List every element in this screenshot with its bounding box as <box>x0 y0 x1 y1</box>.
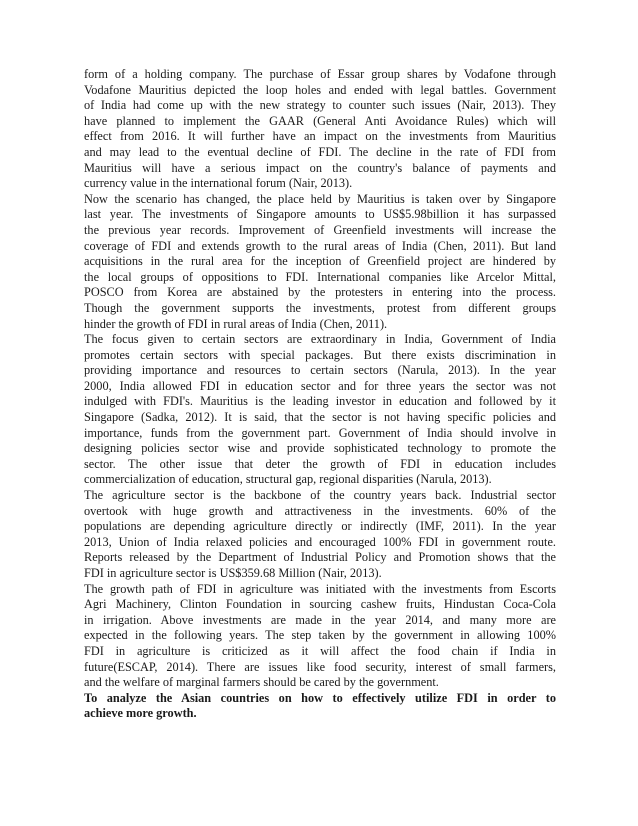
text-line: Vodafone Mauritius depicted the loop holes and ended with legal battles. Government <box>84 82 556 97</box>
text-line: FDI in agriculture sector is US$359.68 Million (Nair, 2013). <box>84 566 382 580</box>
text-line: overtook with huge growth and attractiveness in the investments. 60% of the <box>84 503 556 518</box>
paragraph <box>84 488 556 582</box>
text-line: sector. The other issue that deter the growth of FDI in education includes <box>84 456 556 471</box>
text-line: future(ESCAP, 2014). There are issues like food security, interest of small farmers, <box>84 659 556 674</box>
text-line: the previous year records. Improvement of Greenfield investments will increase the <box>84 222 556 237</box>
text-line: effect from 2016. It will further have an impact on the investments from Mauritius <box>84 129 556 144</box>
text-line: importance, funds from the government part. Government of India should involve in <box>84 425 556 440</box>
text-line: populations are depending agriculture directly or indirectly (IMF, 2011). In the year <box>84 519 556 534</box>
text-line: Though the government supports the investments, protest from different groups <box>84 300 556 315</box>
text-line: 2000, India allowed FDI in education sector and for three years the sector was not <box>84 378 556 393</box>
text-line: expected in the following years. The step taken by the government in allowing 100% <box>84 628 556 643</box>
text-line: last year. The investments of Singapore amounts to US$5.98billion it has surpassed <box>84 207 556 222</box>
text-line: FDI in agriculture is criticized as it will affect the food chain if India in <box>84 643 556 658</box>
heading-line: achieve more growth. <box>84 706 197 721</box>
paragraph <box>84 192 556 332</box>
text-line: Singapore (Sadka, 2012). It is said, that the sector is not having specific policies and <box>84 410 556 425</box>
text-line: coverage of FDI and extends growth to the rural areas of India (Chen, 2011). But land <box>84 238 556 253</box>
text-line: form of a holding company. The purchase of Essar group shares by Vodafone through <box>84 67 556 81</box>
text-line: The focus given to certain sectors are extraordinary in India, Government of India <box>84 332 556 347</box>
text-line: of India had come up with the new strategy to counter such issues (Nair, 2013). They <box>84 98 556 113</box>
text-line: and may lead to the eventual decline of FDI. The decline in the rate of FDI from <box>84 144 556 159</box>
text-line: currency value in the international forum (Nair, 2013). <box>84 176 353 191</box>
text-line: the local groups of oppositions to FDI. International companies like Arcelor Mittal, <box>84 269 556 284</box>
text-line: Now the scenario has changed, the place held by Mauritius is taken over by Singapore <box>84 191 556 206</box>
text-line: 2013, Union of India relaxed policies and encouraged 100% FDI in government route. <box>84 534 556 549</box>
text-line: Agri Machinery, Clinton Foundation in sourcing cashew fruits, Hindustan Coca-Cola <box>84 597 556 612</box>
body-text <box>84 67 556 722</box>
text-line: commercialization of education, structural gap, regional disparities (Narula, 2013). <box>84 472 492 487</box>
text-line: and the welfare of marginal farmers should be cared by the government. <box>84 675 439 690</box>
text-line: POSCO from Korea are abstained by the protesters in entering into the process. <box>84 285 556 300</box>
text-line: providing importance and resources to certain sectors (Narula, 2013). In the year <box>84 363 556 378</box>
text-line: designing policies sector wise and provide sophisticated technology to promote the <box>84 441 556 456</box>
text-line: indulged with FDI's. Mauritius is the leading investor in education and followed by it <box>84 394 556 409</box>
section-heading <box>84 691 556 722</box>
paragraph <box>84 67 556 192</box>
text-line: The growth path of FDI in agriculture was initiated with the investments from Escorts <box>84 581 556 596</box>
paragraph <box>84 332 556 488</box>
text-line: Reports released by the Department of Industrial Policy and Promotion shows that the <box>84 550 556 565</box>
text-line: The agriculture sector is the backbone of the country years back. Industrial sector <box>84 488 556 503</box>
text-line: have planned to implement the GAAR (General Anti Avoidance Rules) which will <box>84 113 556 128</box>
text-line: in irrigation. Above investments are made in the year 2014, and many more are <box>84 612 556 627</box>
text-line: promotes certain sectors with special packages. But there exists discrimination in <box>84 347 556 362</box>
paragraph <box>84 582 556 691</box>
text-line: acquisitions in the rural area for the inception of Greenfield project are hindered by <box>84 254 556 269</box>
text-line: hinder the growth of FDI in rural areas of India (Chen, 2011). <box>84 316 388 331</box>
text-line: Mauritius will have a serious impact on the country's balance of payments and <box>84 160 556 175</box>
heading-line: To analyze the Asian countries on how to effectively utilize FDI in order to <box>84 690 556 705</box>
